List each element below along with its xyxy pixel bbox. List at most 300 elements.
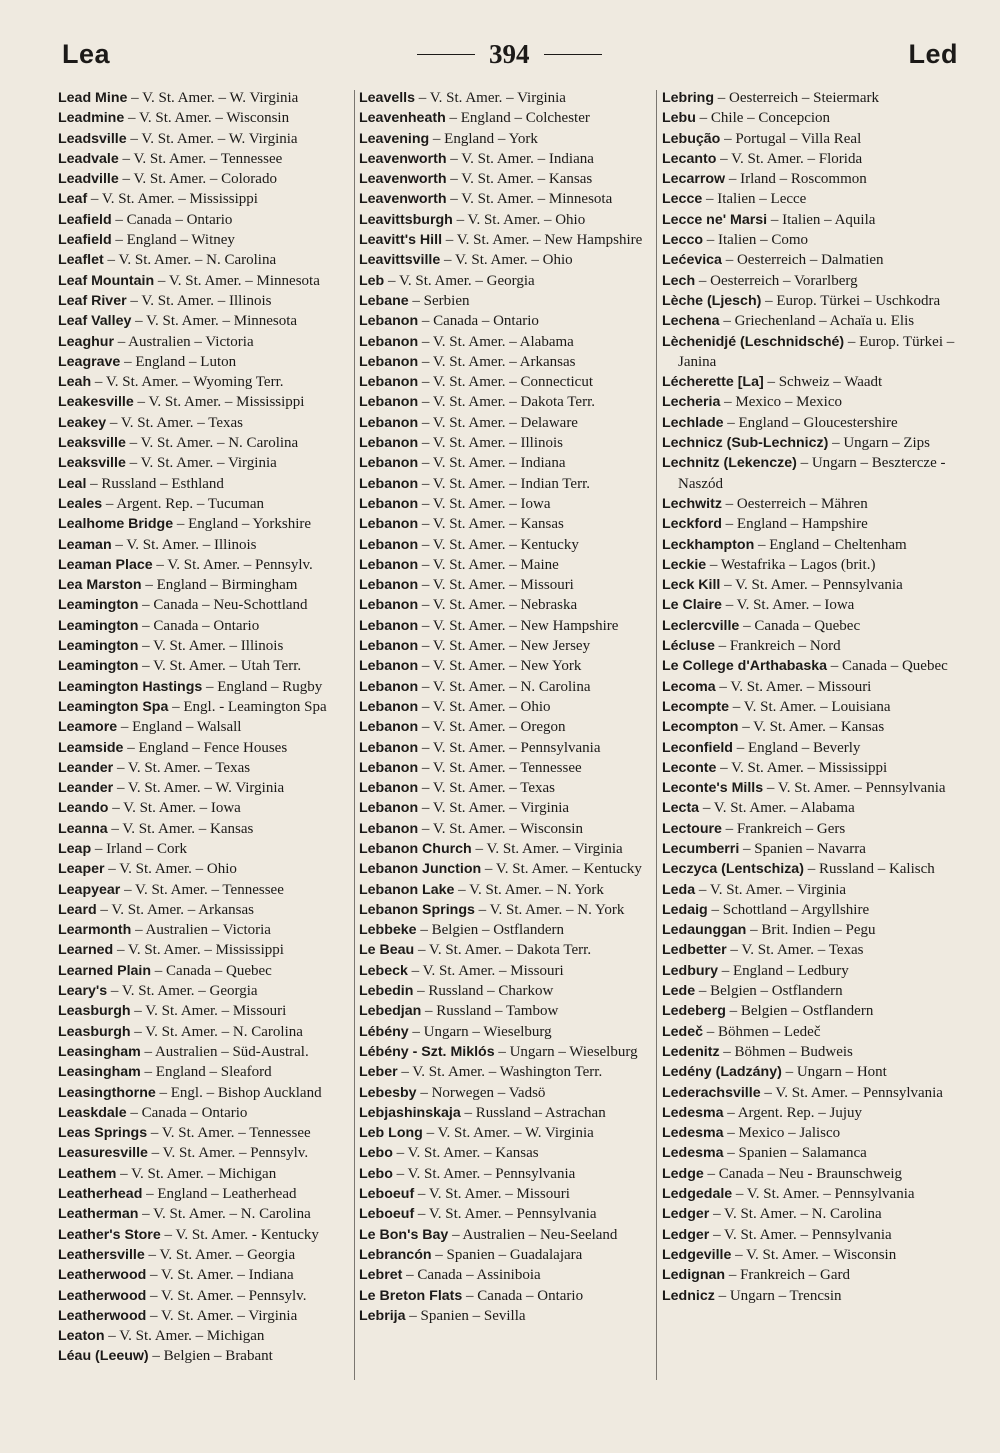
entry-headword: Ledger [662, 1226, 710, 1243]
gazetteer-entry [58, 677, 353, 697]
entry-headword: Lebrija [359, 1307, 406, 1324]
gazetteer-entry [359, 1083, 654, 1103]
right-guide-word: Led [908, 38, 958, 69]
entry-headword: Leatherwood [58, 1267, 147, 1284]
gazetteer-entry [359, 1204, 654, 1224]
entry-location: – V. St. Amer. – Alabama [418, 333, 574, 350]
gazetteer-entry [58, 372, 353, 392]
gazetteer-entry [58, 474, 353, 494]
entry-location: – V. St. Amer. – Pennsylv. [152, 556, 313, 573]
entry-location: – Oesterreich – Mähren [721, 495, 868, 512]
entry-headword: Leaksville [58, 435, 126, 452]
gazetteer-entry [58, 392, 353, 412]
entry-headword: Ledesma [662, 1145, 724, 1162]
entry-headword: Leasingthorne [58, 1084, 156, 1101]
entry-location: – V. St. Amer. – Virginia [471, 840, 623, 857]
page-number-block [417, 39, 602, 70]
entry-location: – Australien – Süd-Austral. [140, 1043, 309, 1060]
entry-headword: Ledge [662, 1165, 704, 1182]
gazetteer-entry [359, 494, 654, 514]
entry-headword: Leconte's Mills [662, 780, 764, 797]
entry-location: – V. St. Amer. – Pennsylvania [720, 577, 903, 594]
header-rule-right [544, 54, 602, 55]
entry-headword: Leather's Store [58, 1226, 161, 1243]
entry-headword: Le Claire [662, 597, 722, 614]
entry-location: – V. St. Amer. – Indiana [446, 150, 594, 167]
entry-location: – V. St. Amer. – N. York [474, 901, 625, 918]
gazetteer-entry [58, 230, 353, 250]
entry-location: – V. St. Amer. – Ohio [452, 211, 586, 228]
entry-location: – V. St. Amer. – Virginia [695, 881, 847, 898]
entry-location: – V. St. Amer. – Alabama [699, 800, 855, 817]
entry-location: – V. St. Amer. – Pennsylvania [760, 1084, 943, 1101]
entry-location: – England – Fence Houses [123, 739, 288, 756]
entry-headword: Leasburgh [58, 1023, 131, 1040]
entry-headword: Lebring [662, 90, 715, 106]
entry-headword: Lebanon Lake [359, 881, 455, 898]
entry-location: – V. St. Amer. – Kansas [738, 719, 885, 736]
entry-location: – V. St. Amer. – Delaware [418, 414, 578, 431]
gazetteer-entry [662, 636, 957, 656]
entry-headword: Lécherette [La] [662, 374, 764, 391]
gazetteer-entry [58, 129, 353, 149]
entry-headword: Lecompte [662, 698, 730, 715]
entry-location: – V. St. Amer. – Pennsylvania [709, 1226, 892, 1243]
entry-location: – V. St. Amer. – Ohio [104, 861, 237, 878]
entry-headword: Leaflet [58, 252, 104, 269]
entry-headword: Lederachsville [662, 1084, 761, 1101]
gazetteer-entry [662, 392, 957, 412]
gazetteer-entry [359, 453, 654, 473]
entry-headword: Leander [58, 759, 114, 776]
gazetteer-entry [359, 859, 654, 879]
entry-headword: Lebanon [359, 475, 419, 492]
gazetteer-entry [662, 778, 957, 798]
gazetteer-entry [359, 798, 654, 818]
gazetteer-entry [58, 514, 353, 534]
gazetteer-entry [58, 210, 353, 230]
gazetteer-entry [359, 595, 654, 615]
entry-headword: Lebanon [359, 414, 419, 431]
entry-location: – V. St. Amer. – W. Virginia [126, 130, 298, 147]
entry-headword: Ledgeville [662, 1246, 732, 1263]
entry-location: – Serbien [408, 292, 470, 309]
entry-location: – V. St. Amer. – New Hampshire [418, 617, 619, 634]
gazetteer-entry [359, 697, 654, 717]
gazetteer-entry [58, 189, 353, 209]
entry-headword: Lebanon Springs [359, 901, 475, 918]
entry-location: – Spanien – Guadalajara [431, 1246, 583, 1263]
entry-headword: Leavenheath [359, 110, 446, 127]
gazetteer-entry [662, 1184, 957, 1204]
entry-location: – V. St. Amer. – Texas [726, 942, 864, 959]
entry-location: – Ungarn – Wieselburg [408, 1023, 552, 1040]
gazetteer-entry [359, 392, 654, 412]
entry-location: – Australien – Neu-Seeland [448, 1226, 618, 1243]
entry-headword: Ledesma [662, 1104, 724, 1121]
entry-headword: Lecumberri [662, 840, 740, 857]
gazetteer-entry [662, 108, 957, 128]
entry-location: – V. St. Amer. – Kansas [107, 820, 254, 837]
gazetteer-entry [359, 129, 654, 149]
gazetteer-entry [58, 880, 353, 900]
entry-headword: Lebedin [359, 983, 414, 1000]
gazetteer-entry [58, 291, 353, 311]
entry-headword: Ledaunggan [662, 922, 747, 939]
entry-headword: Lebanon [359, 333, 419, 350]
entry-location: – Canada – Ontario [111, 211, 233, 228]
entry-headword: Leapyear [58, 881, 121, 898]
gazetteer-entry [359, 230, 654, 250]
entry-location: – V. St. Amer. – Pennsylvania [763, 780, 946, 797]
gazetteer-entry [58, 1306, 353, 1326]
entry-headword: Leagrave [58, 353, 121, 370]
entry-headword: Lebanon [359, 455, 419, 472]
entry-headword: Lech [662, 272, 696, 289]
entry-headword: Leasuresville [58, 1145, 148, 1162]
entry-headword: Leary's [58, 983, 108, 1000]
entry-headword: Leard [58, 901, 97, 918]
gazetteer-entry [359, 717, 654, 737]
entry-location: – V. St. Amer. – Indiana [146, 1267, 294, 1284]
entry-location: – V. St. Amer. – Michigan [116, 1165, 277, 1182]
entry-location: – Canada – Ontario [418, 313, 539, 330]
entry-location: – Westafrika – Lagos (brit.) [706, 556, 876, 573]
entry-headword: Lebanon [359, 597, 419, 614]
gazetteer-entry [359, 372, 654, 392]
gazetteer-entry [58, 656, 353, 676]
entry-location: – England – York [429, 130, 538, 147]
gazetteer-entry [58, 271, 353, 291]
gazetteer-entry [359, 535, 654, 555]
entry-headword: Lèchenidjé (Leschnidsché) [662, 333, 845, 350]
gazetteer-entry [58, 758, 353, 778]
entry-location: – V. St. Amer. – Wisconsin [418, 820, 583, 837]
entry-location: – V. St. Amer. – W. Virginia [113, 780, 285, 797]
gazetteer-entry [359, 656, 654, 676]
gazetteer-entry [58, 575, 353, 595]
entry-headword: Lebanon [359, 719, 419, 736]
entry-headword: Ledbury [662, 962, 718, 979]
gazetteer-entry [662, 880, 957, 900]
entry-headword: Lechwitz [662, 495, 722, 512]
entry-location: – England – Leatherhead [142, 1186, 297, 1203]
entry-location: – V. St. Amer. – Minnesota [154, 272, 320, 289]
entry-location: – V. St. Amer. – New Jersey [418, 638, 591, 655]
entry-location: – V. St. Amer. – Pennsylvania [732, 1186, 915, 1203]
entry-headword: Ledignan [662, 1267, 726, 1284]
entry-location: – V. St. Amer. – Pennsylvania [418, 739, 601, 756]
entry-headword: Lecce ne' Marsi [662, 211, 768, 228]
entry-headword: Lebanon [359, 435, 419, 452]
gazetteer-entry [58, 819, 353, 839]
entry-location: – Canada – Neu-Schottland [138, 597, 308, 614]
gazetteer-entry [662, 433, 957, 453]
gazetteer-entry [58, 839, 353, 859]
entry-location: – Russland – Tambow [421, 1003, 559, 1020]
entry-headword: Leconte [662, 759, 717, 776]
entry-location: – V. St. Amer. – Missouri [715, 678, 872, 695]
gazetteer-entry [662, 595, 957, 615]
entry-headword: Leatherwood [58, 1307, 147, 1324]
entry-headword: Leaman [58, 536, 112, 553]
entry-headword: Leamington [58, 658, 139, 675]
entry-location: – V. St. Amer. – Mississippi [113, 942, 284, 959]
entry-location: – V. St. Amer. – W. Virginia [422, 1125, 594, 1142]
entry-location: – Böhmen – Budweis [719, 1043, 853, 1060]
entry-location: – V. St. Amer. – Mississippi [87, 191, 258, 208]
gazetteer-entry [662, 961, 957, 981]
entry-headword: Lebanon [359, 536, 419, 553]
entry-headword: Leamington Hastings [58, 678, 203, 695]
entry-headword: Lecoma [662, 678, 716, 695]
entry-location: – Oesterreich – Vorarlberg [695, 272, 858, 289]
entry-headword: Lecco [662, 232, 704, 249]
gazetteer-entry [58, 1164, 353, 1184]
entry-headword: Ledenitz [662, 1043, 720, 1060]
entry-headword: Leavitt's Hill [359, 232, 443, 249]
entry-location: – V. St. Amer. – Michigan [104, 1328, 265, 1345]
gazetteer-entry [359, 1143, 654, 1163]
entry-location: – V. St. Amer. – Dakota Terr. [418, 394, 595, 411]
gazetteer-entry [359, 900, 654, 920]
entry-location: – Schottland – Argyllshire [707, 901, 870, 918]
entry-location: – V. St. Amer. – Tennessee [418, 759, 582, 776]
entry-location: – England – Walsall [117, 719, 242, 736]
header-rule-left [417, 54, 475, 55]
entry-location: – England – Luton [120, 353, 237, 370]
entry-location: – Argent. Rep. – Jujuy [723, 1104, 862, 1121]
entry-headword: Leathersville [58, 1246, 145, 1263]
entry-headword: Leamington [58, 617, 139, 634]
entry-headword: Leaskdale [58, 1104, 127, 1121]
entry-location: – V. St. Amer. – Pennsylvania [414, 1206, 597, 1223]
entry-location: – V. St. Amer. – Wisconsin [124, 110, 290, 127]
entry-location: – Canada – Neu - Braunschweig [703, 1165, 903, 1182]
gazetteer-entry [58, 1123, 353, 1143]
entry-location: – Mexico – Mexico [720, 394, 842, 411]
entry-headword: Lebanon [359, 495, 419, 512]
gazetteer-entry [58, 961, 353, 981]
left-guide-word: Lea [62, 38, 111, 69]
gazetteer-entry [359, 169, 654, 189]
gazetteer-entry [359, 474, 654, 494]
entry-headword: Lebu [662, 110, 696, 127]
entry-location: – Canada – Quebec [739, 617, 861, 634]
entry-location: – V. St. Amer. – N. Carolina [709, 1206, 882, 1223]
gazetteer-entry [58, 595, 353, 615]
entry-headword: Leamington Spa [58, 698, 169, 715]
gazetteer-entry [359, 1225, 654, 1245]
gazetteer-entry [58, 535, 353, 555]
gazetteer-entry [58, 1042, 353, 1062]
gazetteer-entry [662, 900, 957, 920]
entry-headword: Ledeč [662, 1023, 704, 1040]
column-3 [662, 88, 957, 1306]
entry-headword: Le College d'Arthabaska [662, 658, 827, 675]
entry-headword: Leclercville [662, 617, 740, 634]
gazetteer-entry [58, 555, 353, 575]
entry-headword: Lebo [359, 1145, 393, 1162]
entry-location: – V. St. Amer. – Texas [106, 414, 244, 431]
gazetteer-entry [359, 981, 654, 1001]
entry-location: – V. St. Amer. – Illinois [111, 536, 257, 553]
entry-headword: Learned [58, 942, 114, 959]
gazetteer-entry [58, 697, 353, 717]
entry-location: – Canada – Assiniboia [402, 1267, 541, 1284]
entry-location: – V. St. Amer. – Washington Terr. [397, 1064, 603, 1081]
gazetteer-entry [662, 332, 957, 373]
entry-location: – V. St. Amer. – Ohio [418, 698, 551, 715]
entry-location: – Ungarn – Besztercze - Naszód [678, 455, 946, 492]
gazetteer-entry [359, 1286, 654, 1306]
entry-headword: Lealhome Bridge [58, 516, 174, 533]
entry-headword: Leaton [58, 1328, 105, 1345]
entry-headword: Leamore [58, 719, 118, 736]
gazetteer-entry [359, 1265, 654, 1285]
gazetteer-entry [359, 738, 654, 758]
gazetteer-entry [662, 1042, 957, 1062]
entry-location: – Irland – Cork [91, 840, 187, 857]
entry-headword: Leamington [58, 638, 139, 655]
entry-location: – England – Colchester [445, 110, 590, 127]
gazetteer-entry [58, 149, 353, 169]
entry-headword: Leda [662, 881, 696, 898]
entry-headword: Lebanon [359, 780, 419, 797]
gazetteer-entry [359, 758, 654, 778]
gazetteer-entry [662, 920, 957, 940]
entry-headword: Leakesville [58, 394, 134, 411]
entry-headword: Lèche (Ljesch) [662, 292, 762, 309]
entry-headword: Lebanon [359, 759, 419, 776]
gazetteer-entry [662, 1001, 957, 1021]
entry-headword: Ledény (Ladzány) [662, 1064, 782, 1081]
entry-headword: Lebanon [359, 658, 419, 675]
column-1 [58, 88, 353, 1367]
gazetteer-entry [58, 453, 353, 473]
entry-headword: Leah [58, 374, 92, 391]
entry-location: – England – Gloucestershire [723, 414, 898, 431]
entry-headword: Lead Mine [58, 90, 128, 106]
entry-location: – V. St. Amer. – Missouri [418, 577, 574, 594]
gazetteer-entry [58, 1083, 353, 1103]
entry-headword: Lebanon Junction [359, 861, 482, 878]
gazetteer-entry [662, 88, 957, 108]
entry-location: – V. St. Amer. – Arkansas [96, 901, 255, 918]
entry-headword: Leadvale [58, 150, 119, 167]
gazetteer-entry [662, 738, 957, 758]
gazetteer-entry [58, 1265, 353, 1285]
entry-location: – V. St. Amer. – N. Carolina [125, 435, 299, 452]
entry-headword: Lebeck [359, 962, 408, 979]
gazetteer-entry [58, 108, 353, 128]
entry-location: – Ungarn – Hont [781, 1064, 887, 1081]
entry-headword: Leckford [662, 516, 722, 533]
gazetteer-entry [58, 1286, 353, 1306]
entry-headword: Lebanon [359, 678, 419, 695]
entry-headword: Leanna [58, 820, 108, 837]
entry-location: – Canada – Ontario [126, 1104, 248, 1121]
entry-headword: Learmonth [58, 922, 132, 939]
entry-headword: Leando [58, 800, 109, 817]
gazetteer-entry [58, 250, 353, 270]
gazetteer-entry [359, 961, 654, 981]
entry-headword: Leavittsburgh [359, 211, 453, 228]
entry-headword: Leconfield [662, 739, 733, 756]
entry-headword: Ledesma [662, 1125, 724, 1142]
gazetteer-entry [662, 839, 957, 859]
entry-location: – V. St. Amer. – Virginia [415, 90, 566, 106]
gazetteer-entry [359, 636, 654, 656]
entry-location: – Australien – Victoria [131, 922, 271, 939]
entry-headword: Ledger [662, 1206, 710, 1223]
entry-location: – Canada – Quebec [151, 962, 272, 979]
entry-headword: Lecarrow [662, 171, 726, 188]
entry-headword: Lebanon [359, 394, 419, 411]
entry-headword: Leatherhead [58, 1186, 143, 1203]
entry-headword: Lebanon [359, 516, 419, 533]
entry-location: – Griechenland – Achaïa u. Elis [719, 313, 915, 330]
gazetteer-entry [662, 250, 957, 270]
entry-location: – V. St. Amer. – Ohio [440, 252, 573, 269]
entry-location: – Irland – Roscommon [725, 171, 867, 188]
entry-headword: Leales [58, 495, 103, 512]
entry-location: – Italien – Aquila [767, 211, 876, 228]
gazetteer-entry [662, 291, 957, 311]
entry-location: – V. St. Amer. – Florida [716, 150, 863, 167]
entry-location: – Frankreich – Nord [714, 638, 841, 655]
gazetteer-entry [58, 1022, 353, 1042]
entry-location: – England – Rugby [202, 678, 323, 695]
gazetteer-entry [58, 1204, 353, 1224]
gazetteer-entry [662, 1265, 957, 1285]
gazetteer-entry [359, 332, 654, 352]
gazetteer-entry [359, 1245, 654, 1265]
gazetteer-entry [58, 413, 353, 433]
gazetteer-entry [359, 1062, 654, 1082]
entry-headword: Leboeuf [359, 1186, 415, 1203]
entry-headword: Lebrancón [359, 1246, 432, 1263]
entry-headword: Leaf Mountain [58, 272, 155, 289]
entry-headword: Lechlade [662, 414, 724, 431]
gazetteer-entry [662, 758, 957, 778]
gazetteer-entry [359, 291, 654, 311]
gazetteer-entry [58, 1062, 353, 1082]
entry-location: – V. St. Amer. – Connecticut [418, 374, 593, 391]
entry-location: – V. St. Amer. – Missouri [407, 962, 564, 979]
entry-headword: Leb [359, 272, 385, 289]
entry-headword: Lecta [662, 800, 700, 817]
gazetteer-entry [359, 880, 654, 900]
entry-headword: Leas Springs [58, 1125, 148, 1142]
entry-headword: Leavenworth [359, 191, 447, 208]
entry-headword: Lebanon [359, 617, 419, 634]
entry-headword: Leaf [58, 191, 88, 208]
entry-location: – Spanien – Sevilla [405, 1307, 526, 1324]
gazetteer-entry [58, 1245, 353, 1265]
gazetteer-entry [359, 1022, 654, 1042]
entry-location: – Ungarn – Wieselburg [494, 1043, 638, 1060]
gazetteer-entry [662, 1022, 957, 1042]
entry-location: – Australien – Victoria [113, 333, 254, 350]
gazetteer-entry [662, 555, 957, 575]
gazetteer-entry [662, 677, 957, 697]
gazetteer-entry [662, 616, 957, 636]
entry-location: – V. St. Amer. – Virginia [418, 800, 570, 817]
entry-headword: Leaf Valley [58, 313, 132, 330]
entry-columns [58, 88, 962, 1400]
entry-location: – England – Hampshire [721, 516, 868, 533]
